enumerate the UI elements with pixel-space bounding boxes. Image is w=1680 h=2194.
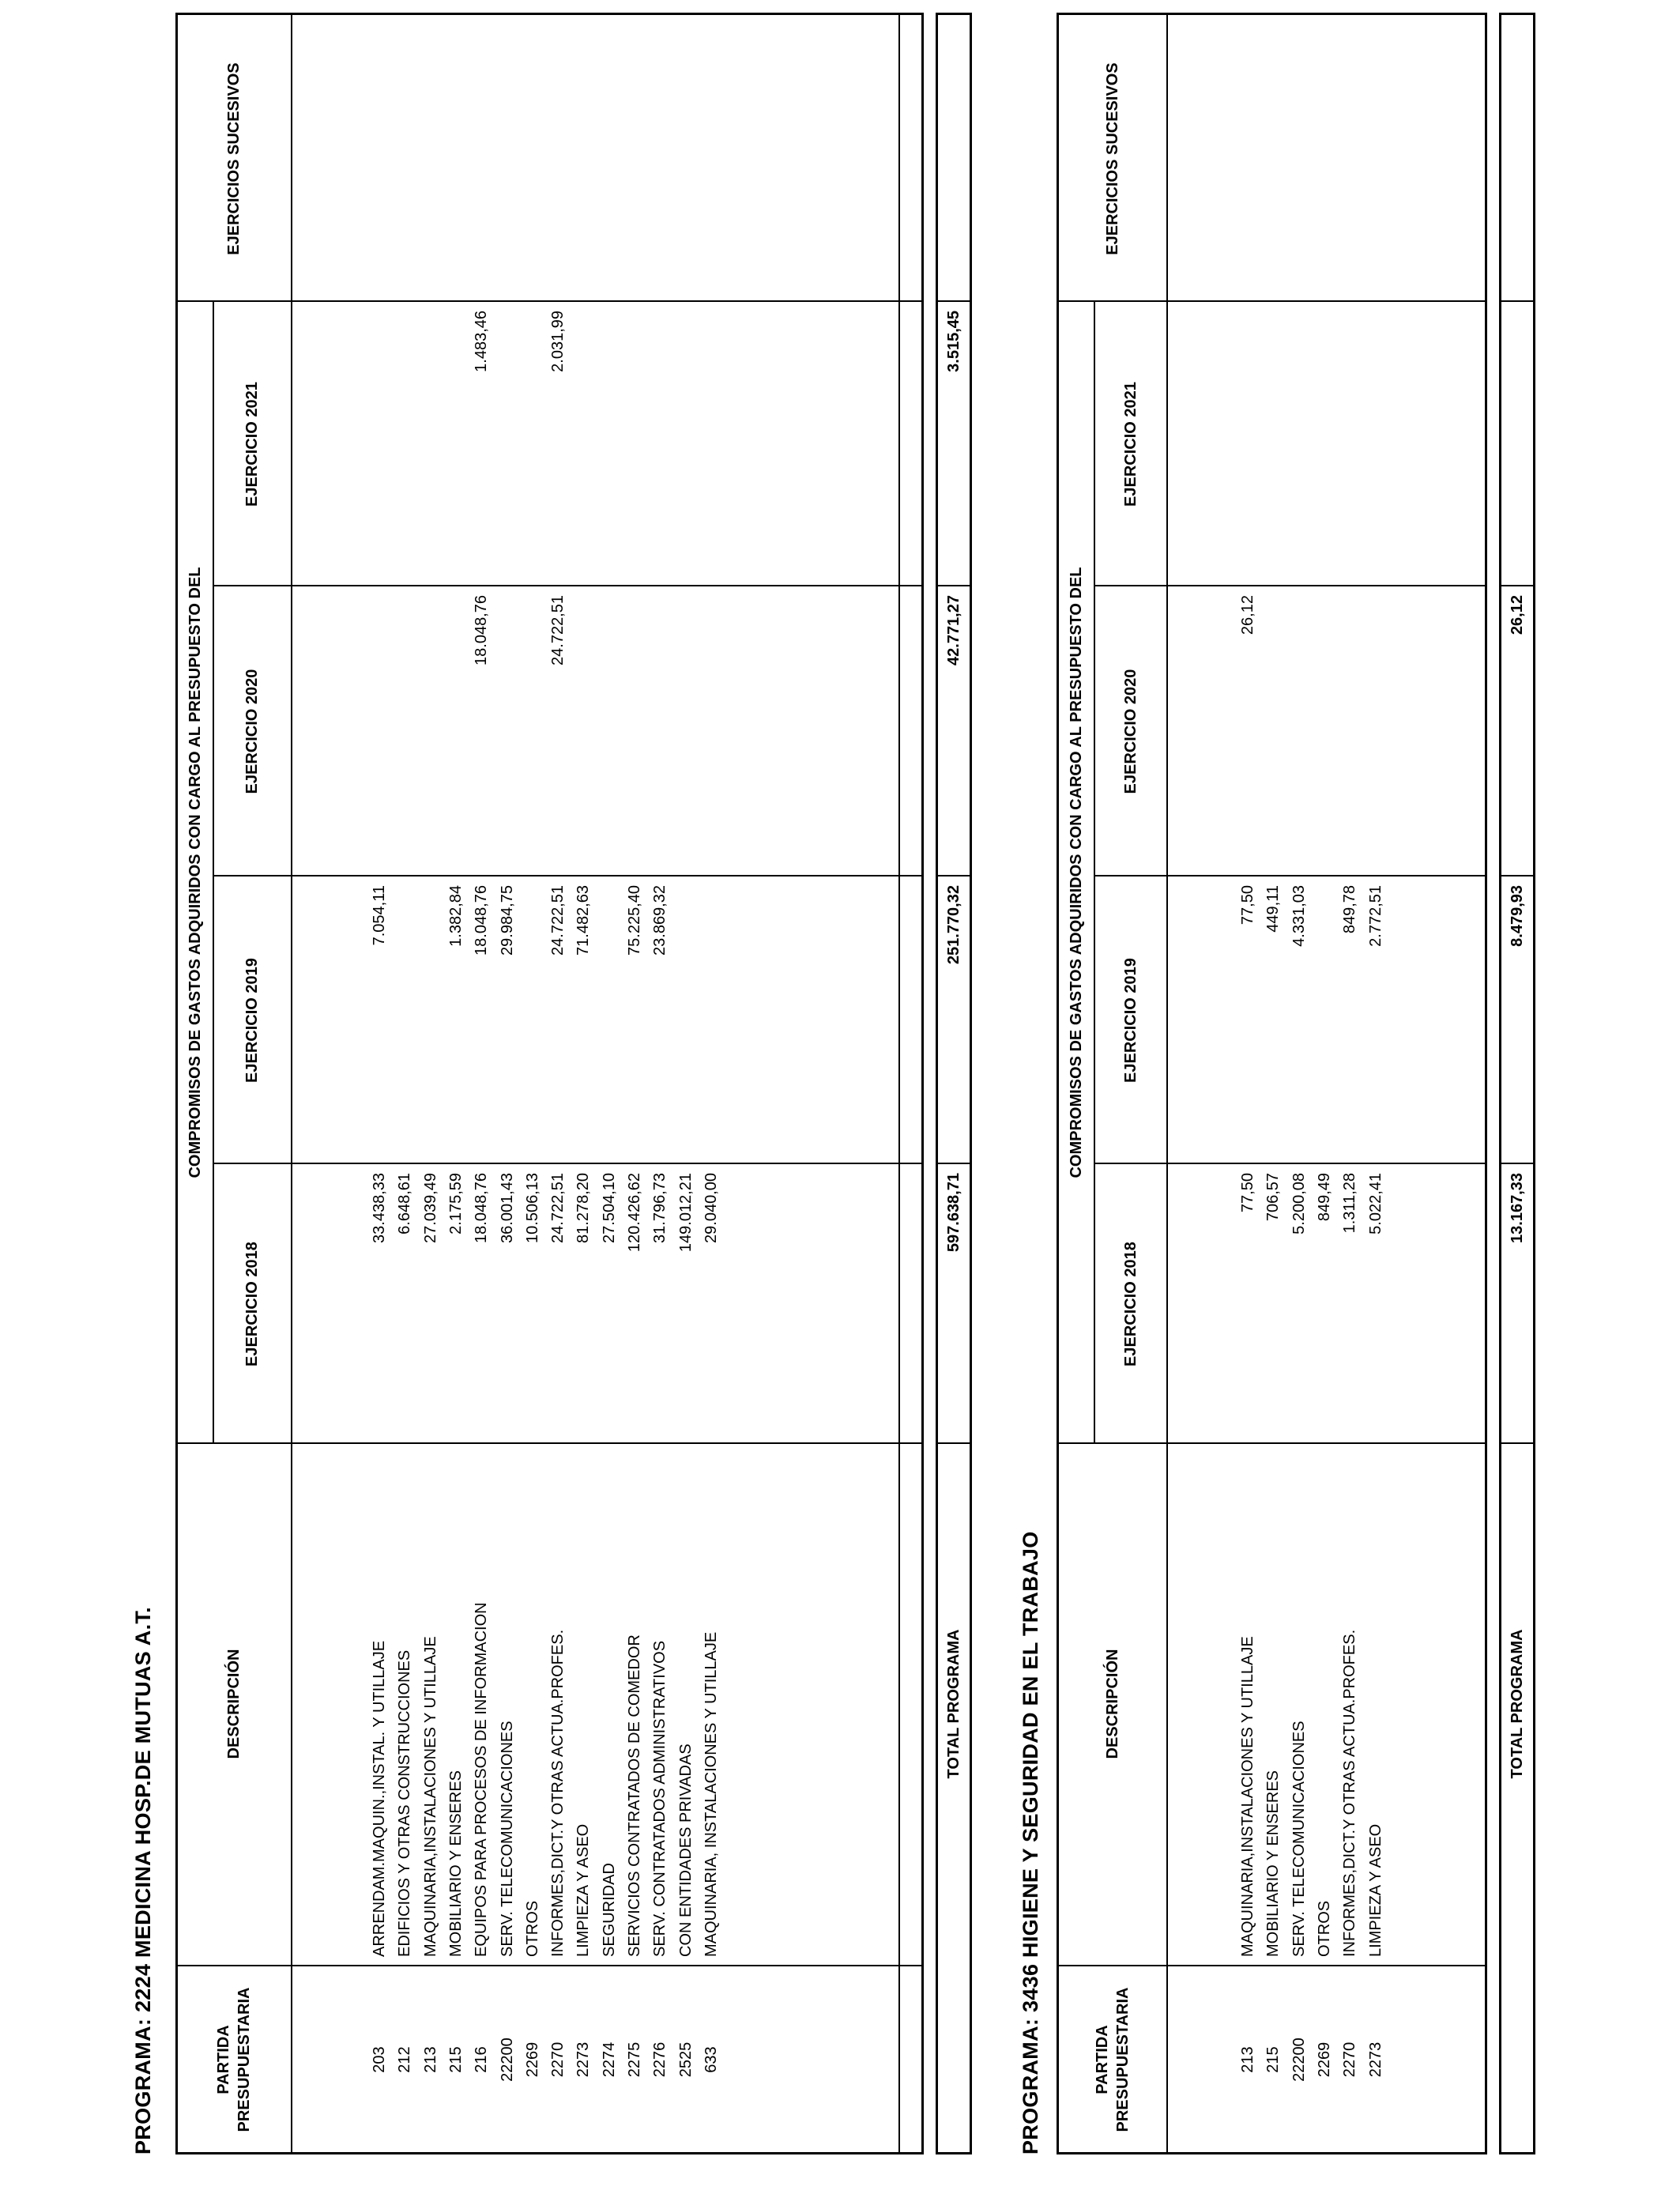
cell-e2019: 77,50 [1239, 885, 1256, 925]
ej2018-header: EJERCICIO 2018 [243, 1242, 261, 1367]
programa2-total-2019: 8.479,93 [1509, 885, 1526, 947]
cell-desc: EQUIPOS PARA PROCESOS DE INFORMACION [473, 1602, 491, 1957]
cell-e2019: 75.225,40 [626, 885, 643, 956]
descripcion-header-2: DESCRIPCIÓN [1104, 1649, 1121, 1759]
programa2-title: PROGRAMA: 3436 HIGIENE Y SEGURIDAD EN EL TRABAJO [1019, 1531, 1042, 2154]
cell-e2018: 706,57 [1264, 1173, 1283, 1222]
cell-e2019: 7.054,11 [371, 885, 388, 946]
cell-e2020: 24.722,51 [549, 595, 567, 665]
cell-e2019: 24.722,51 [549, 885, 567, 956]
cell-desc: OTROS [1315, 1900, 1333, 1957]
cell-e2020: 26,12 [1239, 595, 1256, 635]
programa1-total-2020: 42.771,27 [945, 595, 962, 665]
cell-e2021 [598, 311, 620, 586]
cell-e2018: 18.048,76 [473, 1173, 491, 1243]
cell-e2021: 1.483,46 [473, 311, 491, 372]
cell-e2019: 29.984,75 [498, 885, 516, 956]
cell-e2021 [1288, 311, 1310, 586]
cell-e2020 [623, 595, 646, 876]
cell-e2019: 449,11 [1264, 885, 1283, 933]
cell-e2020 [522, 595, 544, 876]
cell-partida: 215 [1264, 2046, 1283, 2073]
ej2020-header: EJERCICIO 2020 [243, 669, 261, 794]
cell-e2019 [598, 885, 620, 1163]
cell-e2020 [1288, 595, 1310, 876]
cell-partida: 215 [446, 2046, 465, 2073]
cell-e2018: 33.438,33 [371, 1173, 388, 1243]
cell-partida: 22200 [1290, 2038, 1308, 2082]
cell-e2019: 23.869,32 [651, 885, 669, 956]
cell-partida: 2276 [651, 2041, 669, 2078]
cell-desc: MOBILIARIO Y ENSERES [446, 1770, 465, 1957]
cell-e2020 [420, 595, 442, 876]
programa2-total-label: TOTAL PROGRAMA [1509, 1629, 1526, 1779]
cell-e2021 [368, 311, 390, 586]
cell-e2021 [623, 311, 646, 586]
cell-desc: MAQUINARIA,INSTALACIONES Y UTILLAJE [1239, 1636, 1256, 1957]
cell-e2020 [1365, 595, 1387, 876]
cell-partida: 2270 [1341, 2041, 1359, 2078]
cell-e2021 [1365, 311, 1387, 586]
sucesivos-header-2: EJERCICIOS SUCESIVOS [1104, 62, 1121, 255]
cell-desc: CON ENTIDADES PRIVADAS [676, 1744, 695, 1957]
cell-e2021 [1237, 311, 1259, 586]
cell-e2018: 1.311,28 [1341, 1173, 1359, 1234]
cell-e2020: 18.048,76 [473, 595, 491, 665]
cell-e2021 [1262, 311, 1284, 586]
cell-e2018: 27.039,49 [421, 1173, 439, 1243]
cell-e2021 [700, 311, 722, 586]
cell-e2020 [1339, 595, 1361, 876]
cell-e2021 [572, 311, 594, 586]
cell-desc: SERVICIOS CONTRATADOS DE COMEDOR [626, 1634, 643, 1957]
cell-e2018: 24.722,51 [549, 1173, 567, 1243]
cell-partida: 203 [371, 2046, 388, 2073]
cell-partida: 2525 [676, 2041, 695, 2078]
cell-desc: MOBILIARIO Y ENSERES [1264, 1770, 1283, 1957]
cell-e2020 [394, 595, 416, 876]
cell-e2019 [700, 885, 722, 1163]
cell-e2018: 27.504,10 [600, 1173, 618, 1243]
partida-header-2: PARTIDA PRESUPUESTARIA [1094, 1987, 1132, 2132]
cell-e2021 [496, 311, 518, 586]
cell-e2020 [675, 595, 697, 876]
cell-e2018: 77,50 [1239, 1173, 1256, 1213]
cell-e2021 [675, 311, 697, 586]
cell-desc: INFORMES,DICT.Y OTRAS ACTUA.PROFES. [549, 1629, 567, 1957]
compromisos-header-2: COMPROMISOS DE GASTOS ADQUIRIDOS CON CARGO AL PRESUPUESTO DEL [1068, 567, 1085, 1178]
cell-e2018: 2.175,59 [446, 1173, 465, 1235]
ej2021-header-2: EJERCICIO 2021 [1121, 382, 1139, 507]
cell-e2020 [496, 595, 518, 876]
cell-e2021 [1339, 311, 1361, 586]
programa1-title: PROGRAMA: 2224 MEDICINA HOSP.DE MUTUAS A.T. [131, 1607, 155, 2154]
ej2019-header: EJERCICIO 2019 [243, 958, 261, 1083]
cell-e2018: 81.278,20 [574, 1173, 593, 1243]
cell-desc: EDIFICIOS Y OTRAS CONSTRUCCIONES [396, 1649, 414, 1957]
cell-e2018: 6.648,61 [396, 1173, 414, 1235]
ej2018-header-2: EJERCICIO 2018 [1121, 1242, 1139, 1367]
cell-e2019 [394, 885, 416, 1163]
descripcion-header: DESCRIPCIÓN [225, 1649, 243, 1759]
cell-desc: ARRENDAM.MAQUIN.,INSTAL. Y UTILLAJE [371, 1640, 388, 1957]
cell-e2020 [368, 595, 390, 876]
cell-partida: 213 [421, 2046, 439, 2073]
programa2-total-2018: 13.167,33 [1509, 1173, 1526, 1243]
programa2-total-2021 [1506, 311, 1528, 586]
cell-partida: 633 [702, 2046, 720, 2073]
cell-desc: INFORMES,DICT.Y OTRAS ACTUA.PROFES. [1341, 1629, 1359, 1957]
cell-e2019 [1313, 885, 1335, 1163]
cell-e2018: 36.001,43 [498, 1173, 516, 1243]
cell-partida: 2269 [523, 2041, 541, 2078]
cell-e2018: 31.796,73 [651, 1173, 669, 1243]
cell-e2018: 120.426,62 [626, 1173, 643, 1253]
cell-e2020 [445, 595, 467, 876]
cell-partida: 216 [473, 2046, 491, 2073]
cell-partida: 2273 [574, 2041, 593, 2078]
cell-e2021 [420, 311, 442, 586]
cell-e2020 [572, 595, 594, 876]
cell-e2020 [598, 595, 620, 876]
ej2020-header-2: EJERCICIO 2020 [1121, 669, 1139, 794]
cell-e2018: 849,49 [1315, 1173, 1333, 1222]
ej2021-header: EJERCICIO 2021 [243, 382, 261, 507]
cell-e2019: 4.331,03 [1290, 885, 1308, 947]
cell-e2020 [649, 595, 671, 876]
cell-e2021 [1313, 311, 1335, 586]
cell-partida: 22200 [498, 2038, 516, 2082]
cell-e2021 [649, 311, 671, 586]
cell-e2018: 5.022,41 [1366, 1173, 1384, 1235]
cell-e2018: 29.040,00 [702, 1173, 720, 1243]
cell-partida: 2274 [600, 2041, 618, 2078]
cell-desc: SERV. TELECOMUNICACIONES [1290, 1721, 1308, 1957]
cell-desc: MAQUINARIA, INSTALACIONES Y UTILLAJE [702, 1631, 720, 1957]
cell-desc: OTROS [523, 1900, 541, 1957]
cell-e2019 [675, 885, 697, 1163]
cell-e2021 [394, 311, 416, 586]
programa1-total-2018: 597.638,71 [945, 1173, 962, 1253]
cell-e2019: 18.048,76 [473, 885, 491, 956]
cell-desc: SERV. CONTRATADOS ADMINISTRATIVOS [651, 1640, 669, 1957]
cell-e2019 [420, 885, 442, 1163]
cell-partida: 212 [396, 2046, 414, 2073]
cell-desc: LIMPIEZA Y ASEO [574, 1823, 593, 1957]
cell-partida: 213 [1239, 2046, 1256, 2073]
cell-desc: SEGURIDAD [600, 1863, 618, 1957]
cell-partida: 2270 [549, 2041, 567, 2078]
cell-e2020 [1313, 595, 1335, 876]
cell-e2018: 149.012,21 [676, 1173, 695, 1253]
cell-e2021 [522, 311, 544, 586]
programa1-total-2019: 251.770,32 [945, 885, 962, 965]
cell-desc: MAQUINARIA,INSTALACIONES Y UTILLAJE [421, 1636, 439, 1957]
cell-e2020 [700, 595, 722, 876]
programa2-total-2020: 26,12 [1509, 595, 1526, 635]
programa1-total-label: TOTAL PROGRAMA [945, 1629, 962, 1779]
cell-partida: 2275 [626, 2041, 643, 2078]
cell-e2019 [522, 885, 544, 1163]
cell-e2021: 2.031,99 [549, 311, 567, 372]
cell-e2019: 1.382,84 [446, 885, 465, 947]
cell-e2018: 10.506,13 [523, 1173, 541, 1243]
sucesivos-header: EJERCICIOS SUCESIVOS [225, 62, 243, 255]
programa1-total-2021: 3.515,45 [945, 311, 962, 372]
cell-e2021 [445, 311, 467, 586]
ej2019-header-2: EJERCICIO 2019 [1121, 958, 1139, 1083]
cell-partida: 2273 [1366, 2041, 1384, 2078]
cell-e2019: 71.482,63 [574, 885, 593, 956]
compromisos-header: COMPROMISOS DE GASTOS ADQUIRIDOS CON CARGO AL PRESUPUESTO DEL [186, 567, 204, 1178]
cell-desc: SERV. TELECOMUNICACIONES [498, 1721, 516, 1957]
cell-desc: LIMPIEZA Y ASEO [1366, 1823, 1384, 1957]
cell-partida: 2269 [1315, 2041, 1333, 2078]
cell-e2020 [1262, 595, 1284, 876]
partida-header: PARTIDA PRESUPUESTARIA [215, 1987, 253, 2132]
cell-e2019: 2.772,51 [1366, 885, 1384, 947]
cell-e2018: 5.200,08 [1290, 1173, 1308, 1235]
cell-e2019: 849,78 [1341, 885, 1359, 934]
